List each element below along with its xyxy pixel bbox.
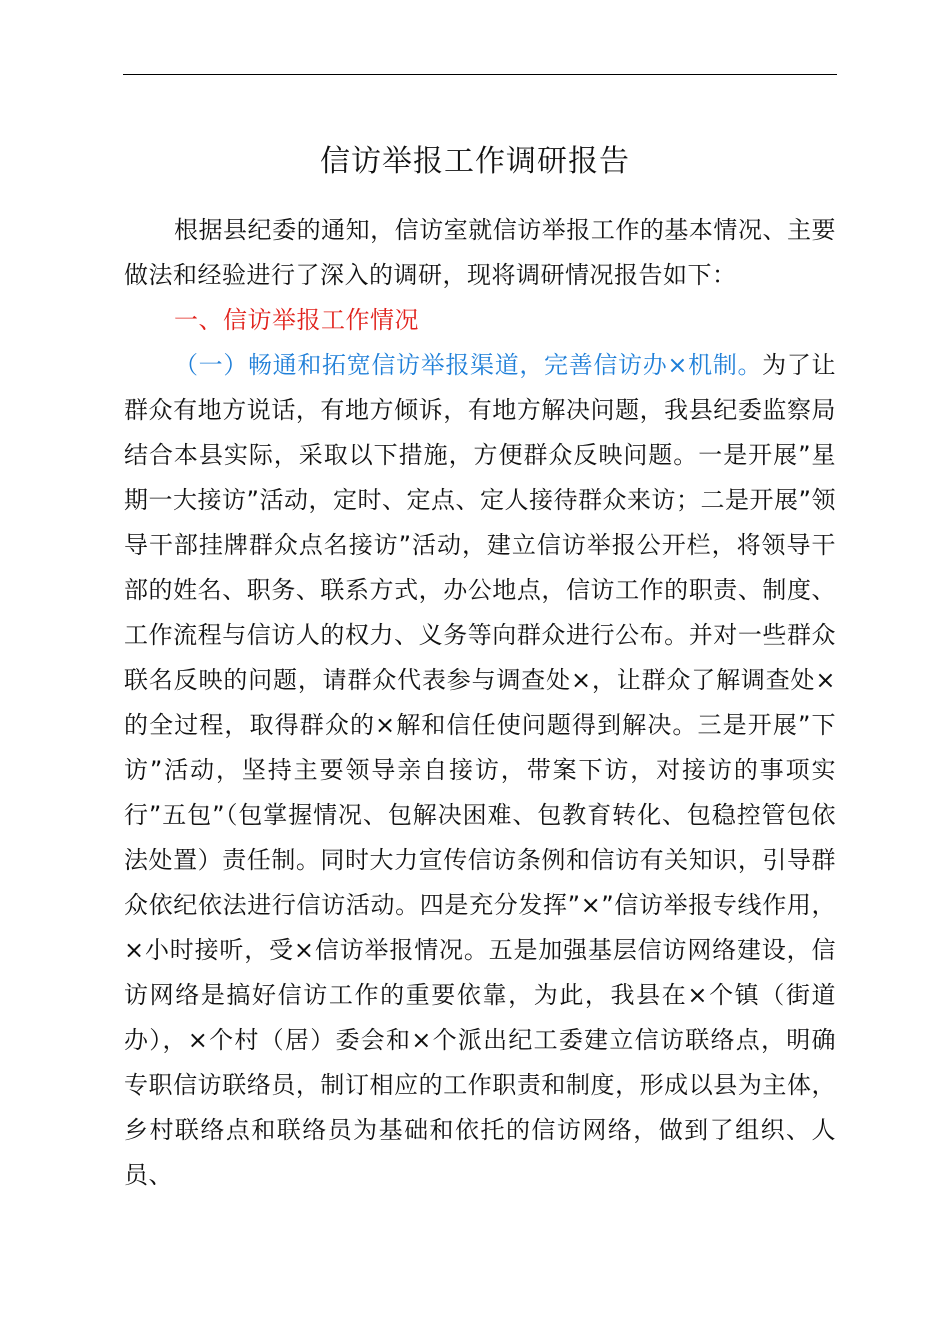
intro-paragraph: 根据县纪委的通知，信访室就信访举报工作的基本情况、主要做法和经验进行了深入的调研，现将调研情况报告如下： xyxy=(124,216,836,289)
document-title: 信访举报工作调研报告 xyxy=(320,144,630,179)
document-body xyxy=(124,208,836,1198)
section-heading: 一、信访举报工作情况 xyxy=(174,306,419,334)
subsection-heading: （一）畅通和拓宽信访举报渠道，完善信访办×机制。 xyxy=(174,351,763,379)
header-rule xyxy=(123,74,837,75)
subsection-paragraph xyxy=(124,343,836,1198)
subsection-body: 为了让群众有地方说话，有地方倾诉，有地方解决问题，我县纪委监察局结合本县实际，采取以下措施，方便群众反映问题。一是开展”星期一大接访”活动，定时、定点、定人接待群众来访；二是开展”领导干部挂牌群众点名接访”活动，建立信访举报公开栏，将领导干部的姓名、职务、联系方式，办公地点，信访工作的职责、制度、工作流程与信访人的权力、义务等向群众进行公布。并对一些群众联名反映的问题，请群众代表参与调查处×，让群众了解调查处×的全过程，取得群众的×解和信任使问题得到解决。三是开展”下访”活动，坚持主要领导亲自接访，带案下访，对接访的事项实行”五包”（包掌握情况、包解决困难、包教育转化、包稳控管包依法处置）责任制。同时大力宣传信访条例和信访有关知识，引导群众依纪依法进行信访活动。四是充分发挥”×”信访举报专线作用，×小时接听，受×信访举报情况。五是加强基层信访网络建设，信访网络是搞好信访工作的重要依靠，为此，我县在×个镇（街道办），×个村（居）委会和×个派出纪工委建立信访联络点，明确专职信访联络员，制订相应的工作职责和制度，形成以县为主体，乡村联络点和联络员为基础和依托的信访网络，做到了组织、人员、 xyxy=(124,351,837,1189)
